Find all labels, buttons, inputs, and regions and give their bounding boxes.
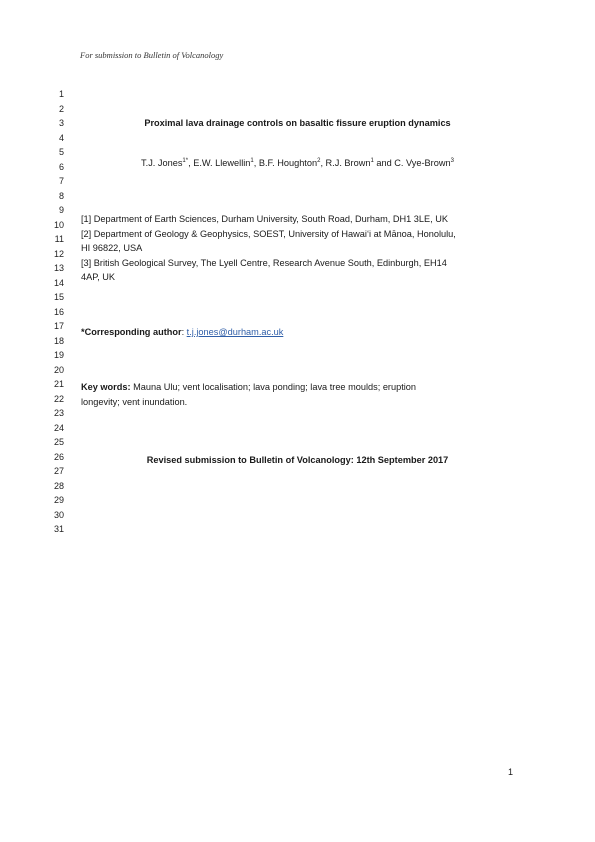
author-name: T.J. Jones — [141, 158, 183, 168]
author-affiliation-mark: 1 — [250, 158, 254, 164]
corresponding-author — [81, 326, 283, 338]
author-name: R.J. Brown — [325, 158, 371, 168]
author-list — [0, 157, 595, 169]
line-number: 22 — [53, 393, 64, 404]
corresponding-label: *Corresponding author — [81, 327, 182, 337]
line-number: 25 — [53, 437, 64, 447]
line-number: 29 — [53, 495, 64, 505]
line-number: 6 — [58, 161, 64, 172]
author-affiliation-mark: 1* — [182, 158, 189, 164]
line-number: 7 — [58, 176, 64, 186]
revised-submission: Revised submission to Bulletin of Volcanology: 12th September 2017 — [146, 455, 449, 465]
line-number: 28 — [53, 480, 64, 491]
line-number: 13 — [53, 263, 64, 273]
line-number: 17 — [53, 321, 64, 331]
line-number: 2 — [58, 103, 64, 114]
line-number: 21 — [53, 379, 64, 389]
page-number: 1 — [508, 767, 514, 777]
line-number: 14 — [53, 277, 64, 288]
line-number: 31 — [53, 524, 64, 534]
keywords-line-2: longevity; vent inundation. — [81, 397, 188, 407]
author-name: C. Vye-Brown — [394, 158, 451, 168]
running-header: For submission to Bulletin of Volcanology — [80, 50, 224, 60]
author-separator: , — [253, 158, 259, 168]
affiliation-3-line-1: [3] British Geological Survey, The Lyell Centre, Research Avenue South, Edinburgh, EH14 — [81, 258, 447, 268]
keywords-label: Key words: — [81, 382, 131, 392]
affiliation-1: [1] Department of Earth Sciences, Durham University, South Road, Durham, DH1 3LE, UK — [81, 214, 448, 224]
line-number: 18 — [53, 335, 64, 346]
affiliation-2-line-1: [2] Department of Geology & Geophysics, SOEST, University of Hawaiʻi at Mānoa, Honolulu, — [81, 229, 456, 239]
line-number: 16 — [53, 306, 64, 317]
line-number: 30 — [53, 509, 64, 520]
author-name: E.W. Llewellin — [193, 158, 251, 168]
line-number: 27 — [53, 466, 64, 476]
line-number: 3 — [58, 118, 64, 128]
line-number: 11 — [54, 234, 64, 244]
author-separator: and — [373, 158, 395, 168]
corresponding-email-link[interactable]: t.j.jones@durham.ac.uk — [186, 327, 284, 337]
line-number: 1 — [58, 89, 64, 99]
line-number: 8 — [58, 190, 64, 201]
author-affiliation-mark: 3 — [450, 158, 454, 164]
paper-title: Proximal lava drainage controls on basaltic fissure eruption dynamics — [144, 118, 451, 128]
author-affiliation-mark: 2 — [317, 158, 321, 164]
line-number: 9 — [58, 205, 64, 215]
author-separator: , — [320, 158, 326, 168]
keywords-text: Mauna Ulu; vent localisation; lava ponding; lava tree moulds; eruption — [130, 382, 417, 392]
line-number: 5 — [58, 147, 64, 157]
author-name: B.F. Houghton — [258, 158, 318, 168]
corresponding-colon: : — [181, 327, 187, 337]
line-number: 19 — [53, 350, 64, 360]
line-number: 10 — [53, 219, 64, 230]
author-affiliation-mark: 1 — [370, 158, 374, 164]
line-number: 20 — [53, 364, 64, 375]
line-number: 26 — [53, 451, 64, 462]
line-number: 23 — [53, 408, 64, 418]
keywords-line-1 — [81, 381, 416, 393]
line-number: 15 — [53, 292, 64, 302]
author-separator: , — [188, 158, 194, 168]
line-number: 12 — [53, 248, 64, 259]
affiliation-2-line-2: HI 96822, USA — [81, 243, 143, 253]
line-number: 4 — [58, 132, 64, 143]
line-number: 24 — [53, 422, 64, 433]
affiliation-3-line-2: 4AP, UK — [81, 272, 116, 282]
